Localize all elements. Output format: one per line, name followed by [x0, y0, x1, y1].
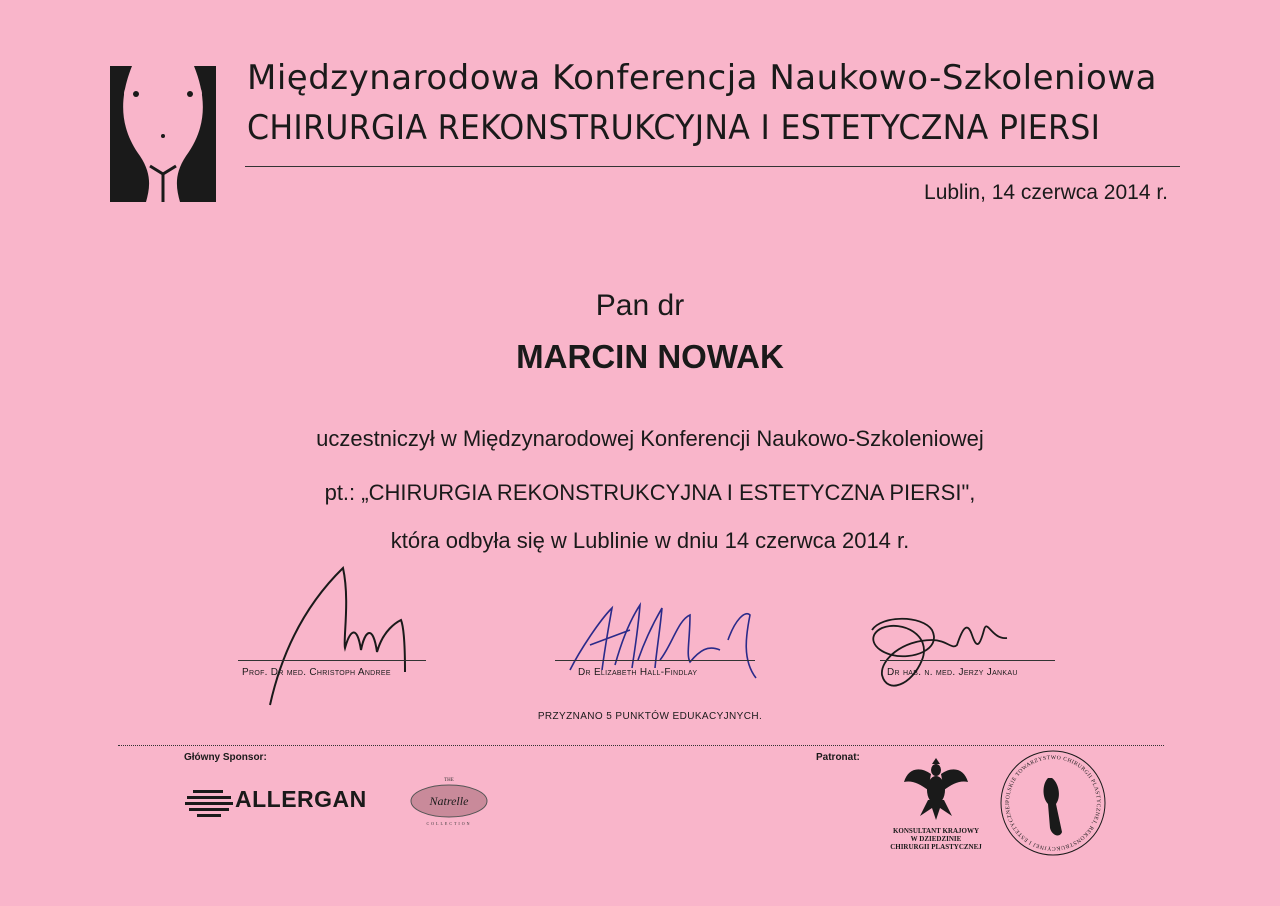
national-consultant-caption	[880, 827, 992, 851]
natrelle-top-text: THE	[444, 778, 454, 783]
signature-line-andree	[238, 660, 426, 661]
allergan-logo-icon	[185, 784, 235, 818]
salutation: Pan dr	[595, 289, 685, 322]
konsultant-line: CHIRURGII PLASTYCZNEJ	[890, 843, 982, 851]
signature-jankau	[862, 600, 1022, 710]
education-points: PRZYZNANO 5 PUNKTÓW EDUKACYJNYCH.	[537, 711, 763, 722]
signature-andree	[255, 560, 435, 710]
polish-eagle-icon	[900, 754, 972, 826]
natrelle-bottom-text: COLLECTION	[426, 821, 472, 826]
signatory-hall-findlay: Dr Elizabeth Hall-Findlay	[578, 667, 698, 678]
place-and-date: Lublin, 14 czerwca 2014 r.	[924, 181, 1168, 204]
conference-title: Międzynarodowa Konferencja Naukowo-Szkoleniowa	[247, 58, 1157, 98]
recipient-name: MARCIN NOWAK	[516, 338, 784, 375]
signature-line-hall-findlay	[555, 660, 755, 661]
conference-topic: pt.: „CHIRURGIA REKONSTRUKCYJNA I ESTETYCZNA PIERSI",	[324, 480, 976, 505]
konsultant-line: KONSULTANT KRAJOWY	[892, 827, 980, 835]
konsultant-line: W DZIEDZINIE	[910, 835, 962, 843]
society-seal-icon	[998, 748, 1108, 858]
natrelle-logo	[408, 774, 490, 828]
conference-logo	[110, 66, 216, 202]
footer-divider	[118, 745, 1164, 746]
conference-date-statement: która odbyła się w Lublinie w dniu 14 czerwca 2014 r.	[390, 528, 910, 553]
conference-subtitle: CHIRURGIA REKONSTRUKCYJNA I ESTETYCZNA PIERSI	[247, 108, 1101, 148]
sponsor-label: Główny Sponsor:	[184, 752, 267, 763]
participation-statement: uczestniczył w Międzynarodowej Konferencji Naukowo-Szkoleniowej	[316, 426, 984, 451]
header-divider	[245, 166, 1180, 167]
society-seal-text: POLSKIE TOWARZYSTWO CHIRURGII PLASTYCZNEJ, REKONSTRUKCYJNEJ I ESTETYCZNEJ	[1004, 754, 1102, 852]
natrelle-name-text: Natrelle	[429, 794, 469, 808]
signatory-jankau: Dr hab. n. med. Jerzy Jankau	[887, 667, 1018, 678]
allergan-logo-text: ALLERGAN	[235, 786, 367, 812]
signature-line-jankau	[880, 660, 1055, 661]
signatory-andree: Prof. Dr med. Christoph Andree	[242, 667, 391, 678]
patronage-label: Patronat:	[816, 752, 860, 763]
